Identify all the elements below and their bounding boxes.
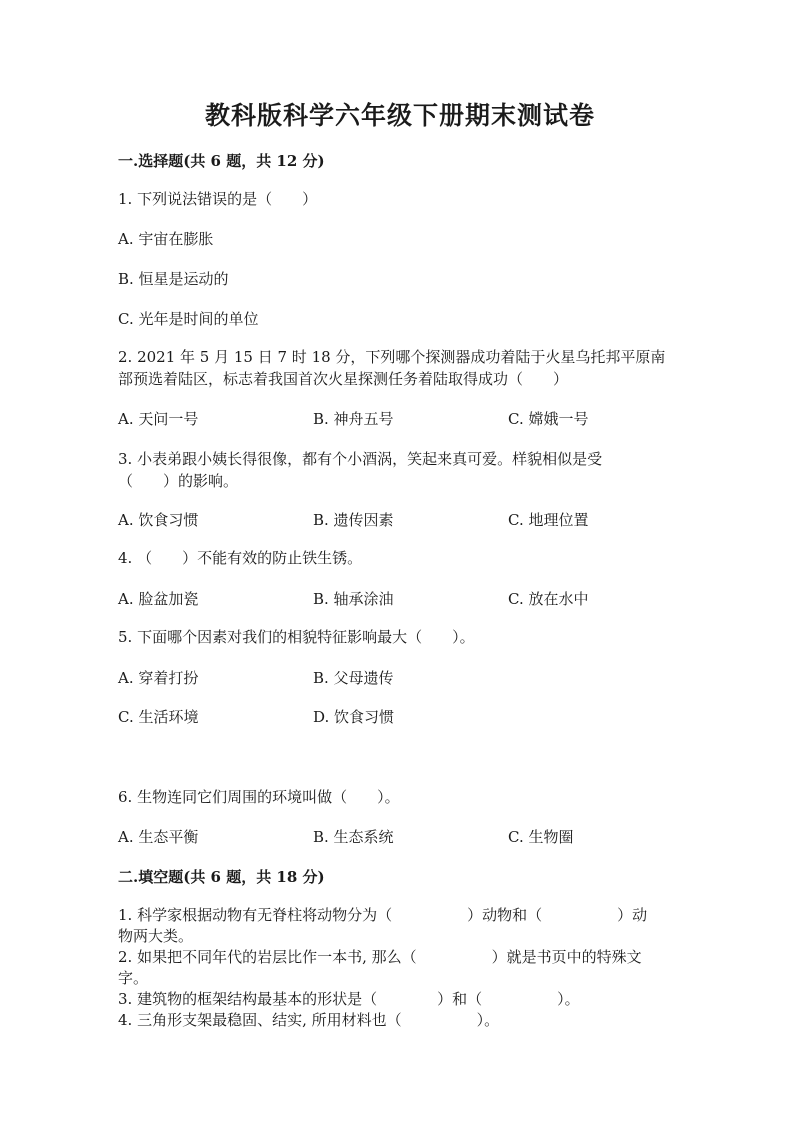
question-1-option-c: C. 光年是时间的单位	[118, 310, 259, 328]
question-6-option-a: A. 生态平衡	[118, 828, 199, 846]
section-heading-choice: 一.选择题(共 6 题，共 12 分)	[118, 152, 325, 170]
question-6-text: 6. 生物连同它们周围的环境叫做（ ）。	[118, 788, 400, 806]
question-4-option-c: C. 放在水中	[508, 590, 589, 608]
fill-3-text: 3. 建筑物的框架结构最基本的形状是（ ）和（ ）。	[118, 990, 580, 1008]
section-heading-fill: 二.填空题(共 6 题，共 18 分)	[118, 868, 325, 886]
fill-2-line-1: 2. 如果把不同年代的岩层比作一本书, 那么（ ）就是书页中的特殊文	[118, 948, 642, 966]
question-3-line-2: （ ）的影响。	[118, 472, 239, 490]
question-5-option-a: A. 穿着打扮	[118, 669, 199, 687]
question-3-line-1: 3. 小表弟跟小姨长得很像，都有个小酒涡，笑起来真可爱。样貌相似是受	[118, 450, 603, 468]
fill-2-line-2: 字。	[118, 969, 149, 987]
question-5-text: 5. 下面哪个因素对我们的相貌特征影响最大（ ）。	[118, 628, 475, 646]
question-4-option-b: B. 轴承涂油	[313, 590, 394, 608]
question-2-line-2: 部预选着陆区，标志着我国首次火星探测任务着陆取得成功（ ）	[118, 370, 569, 388]
question-5-option-d: D. 饮食习惯	[313, 708, 395, 726]
question-1-option-a: A. 宇宙在膨胀	[118, 230, 214, 248]
question-3-option-c: C. 地理位置	[508, 511, 589, 529]
question-5-option-c: C. 生活环境	[118, 708, 199, 726]
question-1-text: 1. 下列说法错误的是（ ）	[118, 190, 318, 208]
question-4-option-a: A. 脸盆加瓷	[118, 590, 199, 608]
question-6-option-b: B. 生态系统	[313, 828, 394, 846]
question-3-option-a: A. 饮食习惯	[118, 511, 199, 529]
fill-1-line-2: 物两大类。	[118, 927, 194, 945]
question-5-option-b: B. 父母遗传	[313, 669, 394, 687]
question-3-option-b: B. 遗传因素	[313, 511, 394, 529]
page-title: 教科版科学六年级下册期末测试卷	[204, 101, 595, 130]
question-2-line-1: 2. 2021 年 5 月 15 日 7 时 18 分，下列哪个探测器成功着陆于火星乌托邦平原南	[118, 348, 666, 366]
fill-1-line-1: 1. 科学家根据动物有无脊柱将动物分为（ ）动物和（ ）动	[118, 906, 648, 924]
question-6-option-c: C. 生物圈	[508, 828, 574, 846]
question-2-option-b: B. 神舟五号	[313, 410, 394, 428]
question-2-option-a: A. 天问一号	[118, 410, 199, 428]
fill-4-text: 4. 三角形支架最稳固、结实, 所用材料也（ ）。	[118, 1011, 500, 1029]
question-2-option-c: C. 嫦娥一号	[508, 410, 589, 428]
question-4-text: 4. （ ）不能有效的防止铁生锈。	[118, 549, 363, 567]
question-1-option-b: B. 恒星是运动的	[118, 270, 229, 288]
